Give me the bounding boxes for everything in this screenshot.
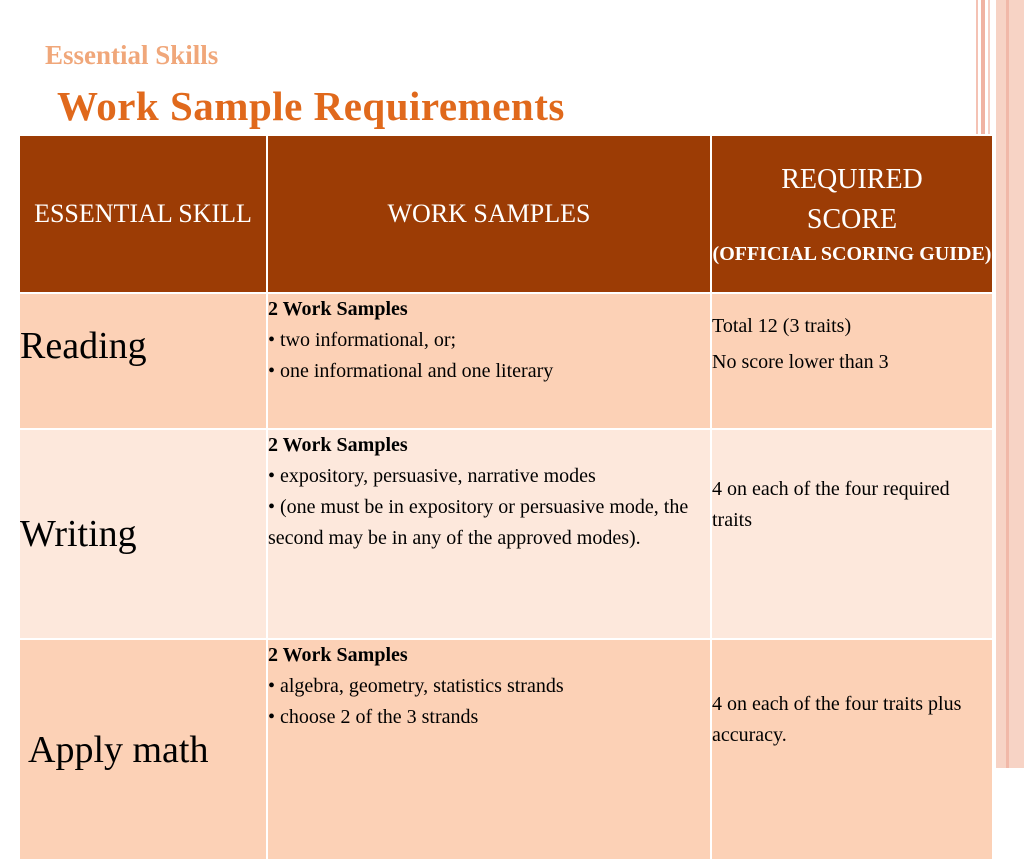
work-samples-heading: 2 Work Samples: [268, 298, 408, 320]
table-header-row: [19, 135, 993, 293]
work-samples-cell: [267, 293, 711, 429]
score-line: 4 on each of the four traits plus accuracy.: [712, 693, 962, 746]
score-line: 4 on each of the four required traits: [712, 478, 950, 531]
work-sample-item: • choose 2 of the 3 strands: [268, 706, 479, 728]
slide-kicker: Essential Skills: [45, 40, 219, 70]
score-line: No score lower than 3: [712, 351, 889, 373]
column-header-skill: [19, 135, 267, 293]
table-row: [19, 429, 993, 639]
skill-cell: Writing: [19, 429, 267, 639]
column-header-required-line2: SCORE: [806, 204, 898, 235]
work-sample-item: • algebra, geometry, statistics strands: [268, 675, 564, 697]
column-header-work-label: WORK SAMPLES: [387, 199, 591, 228]
work-samples-cell: [267, 639, 711, 860]
score-line: Total 12 (3 traits): [712, 315, 852, 337]
skill-cell: Reading: [19, 293, 267, 429]
work-sample-item: • expository, persuasive, narrative modes: [268, 465, 596, 487]
column-header-skill-label: ESSENTIAL SKILL: [34, 199, 252, 228]
work-samples-heading: 2 Work Samples: [268, 434, 408, 456]
work-sample-item: • one informational and one literary: [268, 360, 554, 382]
required-score-cell: [711, 293, 993, 429]
column-header-required-sub: (OFFICIAL SCORING GUIDE): [712, 243, 992, 265]
work-sample-item: • two informational, or;: [268, 329, 457, 351]
required-score-cell: [711, 639, 993, 860]
column-header-work: [267, 135, 711, 293]
table-row: [19, 293, 993, 429]
work-samples-heading: 2 Work Samples: [268, 644, 408, 666]
work-sample-item: • (one must be in expository or persuasive mode, the second may be in any of the approved modes).: [268, 496, 689, 549]
slide-title: Work Sample Requirements: [57, 83, 565, 129]
table-row: [19, 639, 993, 860]
requirements-table: [18, 134, 994, 861]
column-header-required-line1: REQUIRED: [781, 164, 923, 195]
skill-cell: Apply math: [19, 639, 267, 860]
column-header-required: [711, 135, 993, 293]
decor-stripe: [1006, 0, 1009, 768]
work-samples-cell: [267, 429, 711, 639]
required-score-cell: [711, 429, 993, 639]
decor-stripe: [996, 0, 1024, 768]
